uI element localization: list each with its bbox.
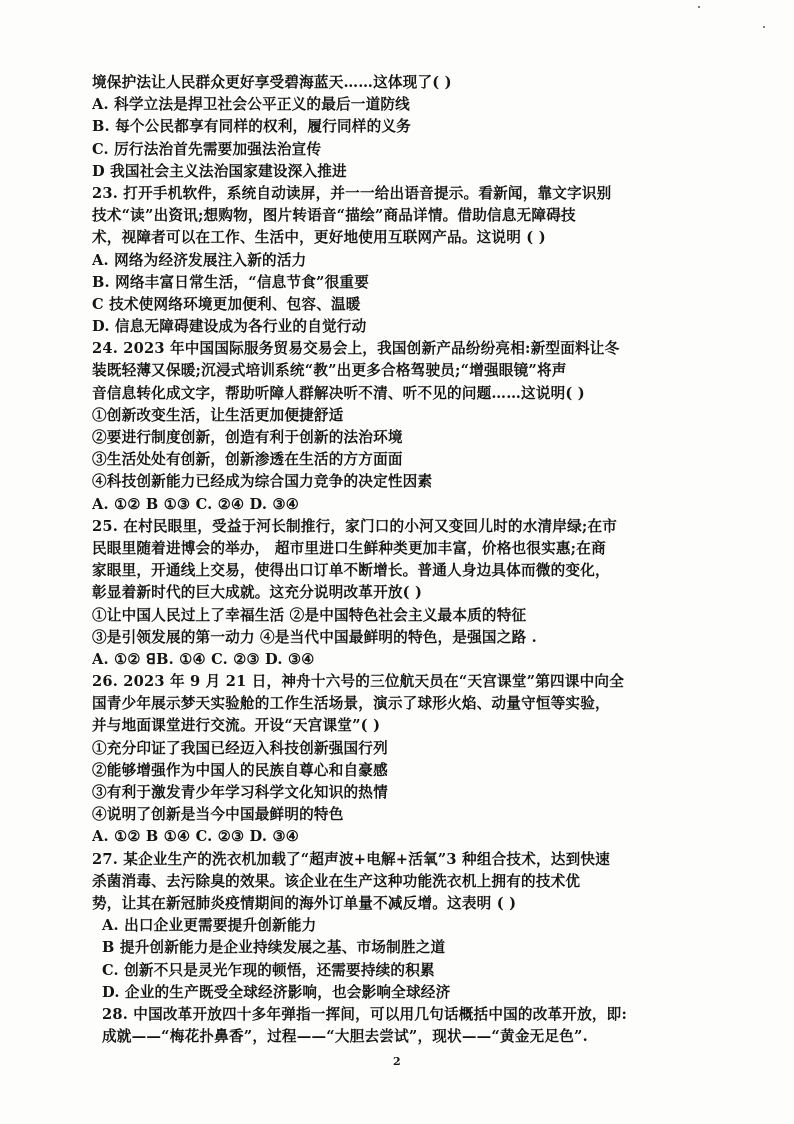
question-text-block (92, 72, 712, 1048)
text-line: A. ①② B ①④ C. ②③ D. ③④ (92, 828, 300, 846)
text-line: C 技术使网络环境更加便利、包容、温暖 (92, 295, 361, 313)
text-line: ②能够增强作为中国人的民族自尊心和自豪感 (92, 761, 388, 779)
text-line: 音信息转化成文字，帮助听障人群解决听不清、听不见的问题……这说明( ) (92, 384, 585, 402)
text-line: 杀菌消毒、去污除臭的效果。该企业在生产这种功能洗衣机上拥有的技术优 (92, 872, 581, 890)
text-line: D. 企业的生产既受全球经济影响，也会影响全球经济 (102, 983, 451, 1001)
text-line: 26. 2023 年 9 月 21 日，神舟十六号的三位航天员在“天宫课堂”第四课中向全 (92, 673, 624, 691)
text-line: A. ①② ꓭB. ①④ C. ②③ D. ③④ (92, 650, 315, 668)
text-line: 国青少年展示梦天实验舱的工作生活场景，演示了球形火焰、动量守恒等实验， (92, 695, 610, 713)
text-line: A. ①② B ①③ C. ②④ D. ③④ (92, 495, 300, 513)
text-line: 并与地面课堂进行交流。开设“天宫课堂”( ) (92, 717, 381, 735)
text-line: ①创新改变生活，让生活更加便捷舒适 (92, 406, 344, 424)
text-line: B. 每个公民都享有同样的权利，履行同样的义务 (92, 118, 411, 136)
text-line: D 我国社会主义法治国家建设深入推进 (92, 162, 347, 180)
text-line: 成就——“梅花扑鼻香”，过程——“大胆去尝试”，现状——“黄金无足色”. (102, 1028, 588, 1046)
text-line: ①充分印证了我国已经迈入科技创新强国行列 (92, 739, 388, 757)
text-line: ③生活处处有创新，创新渗透在生活的方方面面 (92, 451, 403, 469)
text-line: 23. 打开手机软件，系统自动读屏，并一一给出语音提示。看新闻，靠文字识别 (92, 184, 612, 202)
text-line: 势，让其在新冠肺炎疫情期间的海外订单量不减反增。这表明 ( ) (92, 894, 517, 912)
scan-speck (763, 26, 765, 28)
text-line: D. 信息无障碍建设成为各行业的自觉行动 (92, 318, 367, 336)
text-line: ①让中国人民过上了幸福生活 ②是中国特色社会主义最本质的特征 (92, 606, 527, 624)
text-line: 境保护法让人民群众更好享受碧海蓝天……这体现了( ) (92, 74, 452, 91)
text-line: 24. 2023 年中国国际服务贸易交易会上，我国创新产品纷纷亮相:新型面料让冬 (92, 340, 620, 358)
text-line: C. 厉行法治首先需要加强法治宣传 (92, 140, 322, 158)
text-line: 28. 中国改革开放四十多年弹指一挥间，可以用几句话概括中国的改革开放，即: (102, 1005, 628, 1023)
text-line: A. 网络为经济发展注入新的活力 (92, 251, 307, 269)
text-line: 技术“读”出资讯;想购物，图片转语音“描绘”商品详情。借助信息无障碍技 (92, 207, 576, 225)
scan-speck (698, 6, 700, 8)
text-line: 家眼里，开通线上交易，使得出口订单不断增长。普通人身边具体而微的变化， (92, 562, 610, 580)
text-line: B. 网络丰富日常生活，“信息节食”很重要 (92, 273, 369, 291)
text-line: 彰显着新时代的巨大成就。这充分说明改革开放( ) (92, 584, 423, 602)
text-line: ③是引领发展的第一动力 ④是当代中国最鲜明的特色，是强国之路 . (92, 628, 537, 646)
text-line: C. 创新不只是灵光乍现的顿悟，还需要持续的积累 (102, 961, 435, 979)
text-line: A. 出口企业更需要提升创新能力 (102, 917, 317, 935)
text-line: ④说明了创新是当今中国最鲜明的特色 (92, 806, 344, 824)
text-line: 民眼里随着进博会的举办， 超市里进口生鲜种类更加丰富，价格也很实惠;在商 (92, 539, 606, 557)
text-line: 25. 在村民眼里，受益于河长制推行，家门口的小河又变回儿时的水清岸绿;在市 (92, 517, 618, 535)
text-line: 装既轻薄又保暖;沉浸式培训系统“教”出更多合格驾驶员;“增强眼镜”将声 (92, 362, 567, 380)
text-line: A. 科学立法是捍卫社会公平正义的最后一道防线 (92, 96, 410, 114)
text-line: 27. 某企业生产的洗衣机加载了“超声波+电解+活氧”3 种组合技术，达到快速 (92, 850, 610, 868)
text-line: ②要进行制度创新，创造有利于创新的法治环境 (92, 429, 403, 446)
text-line: 术，视障者可以在工作、生活中，更好地使用互联网产品。这说明 ( ) (92, 229, 546, 247)
text-line: ③有利于激发青少年学习科学文化知识的热情 (92, 784, 388, 801)
text-line: ④科技创新能力已经成为综合国力竞争的决定性因素 (92, 473, 433, 491)
page-number: 2 (393, 1055, 401, 1068)
text-line: B 提升创新能力是企业持续发展之基、市场制胜之道 (102, 939, 446, 957)
